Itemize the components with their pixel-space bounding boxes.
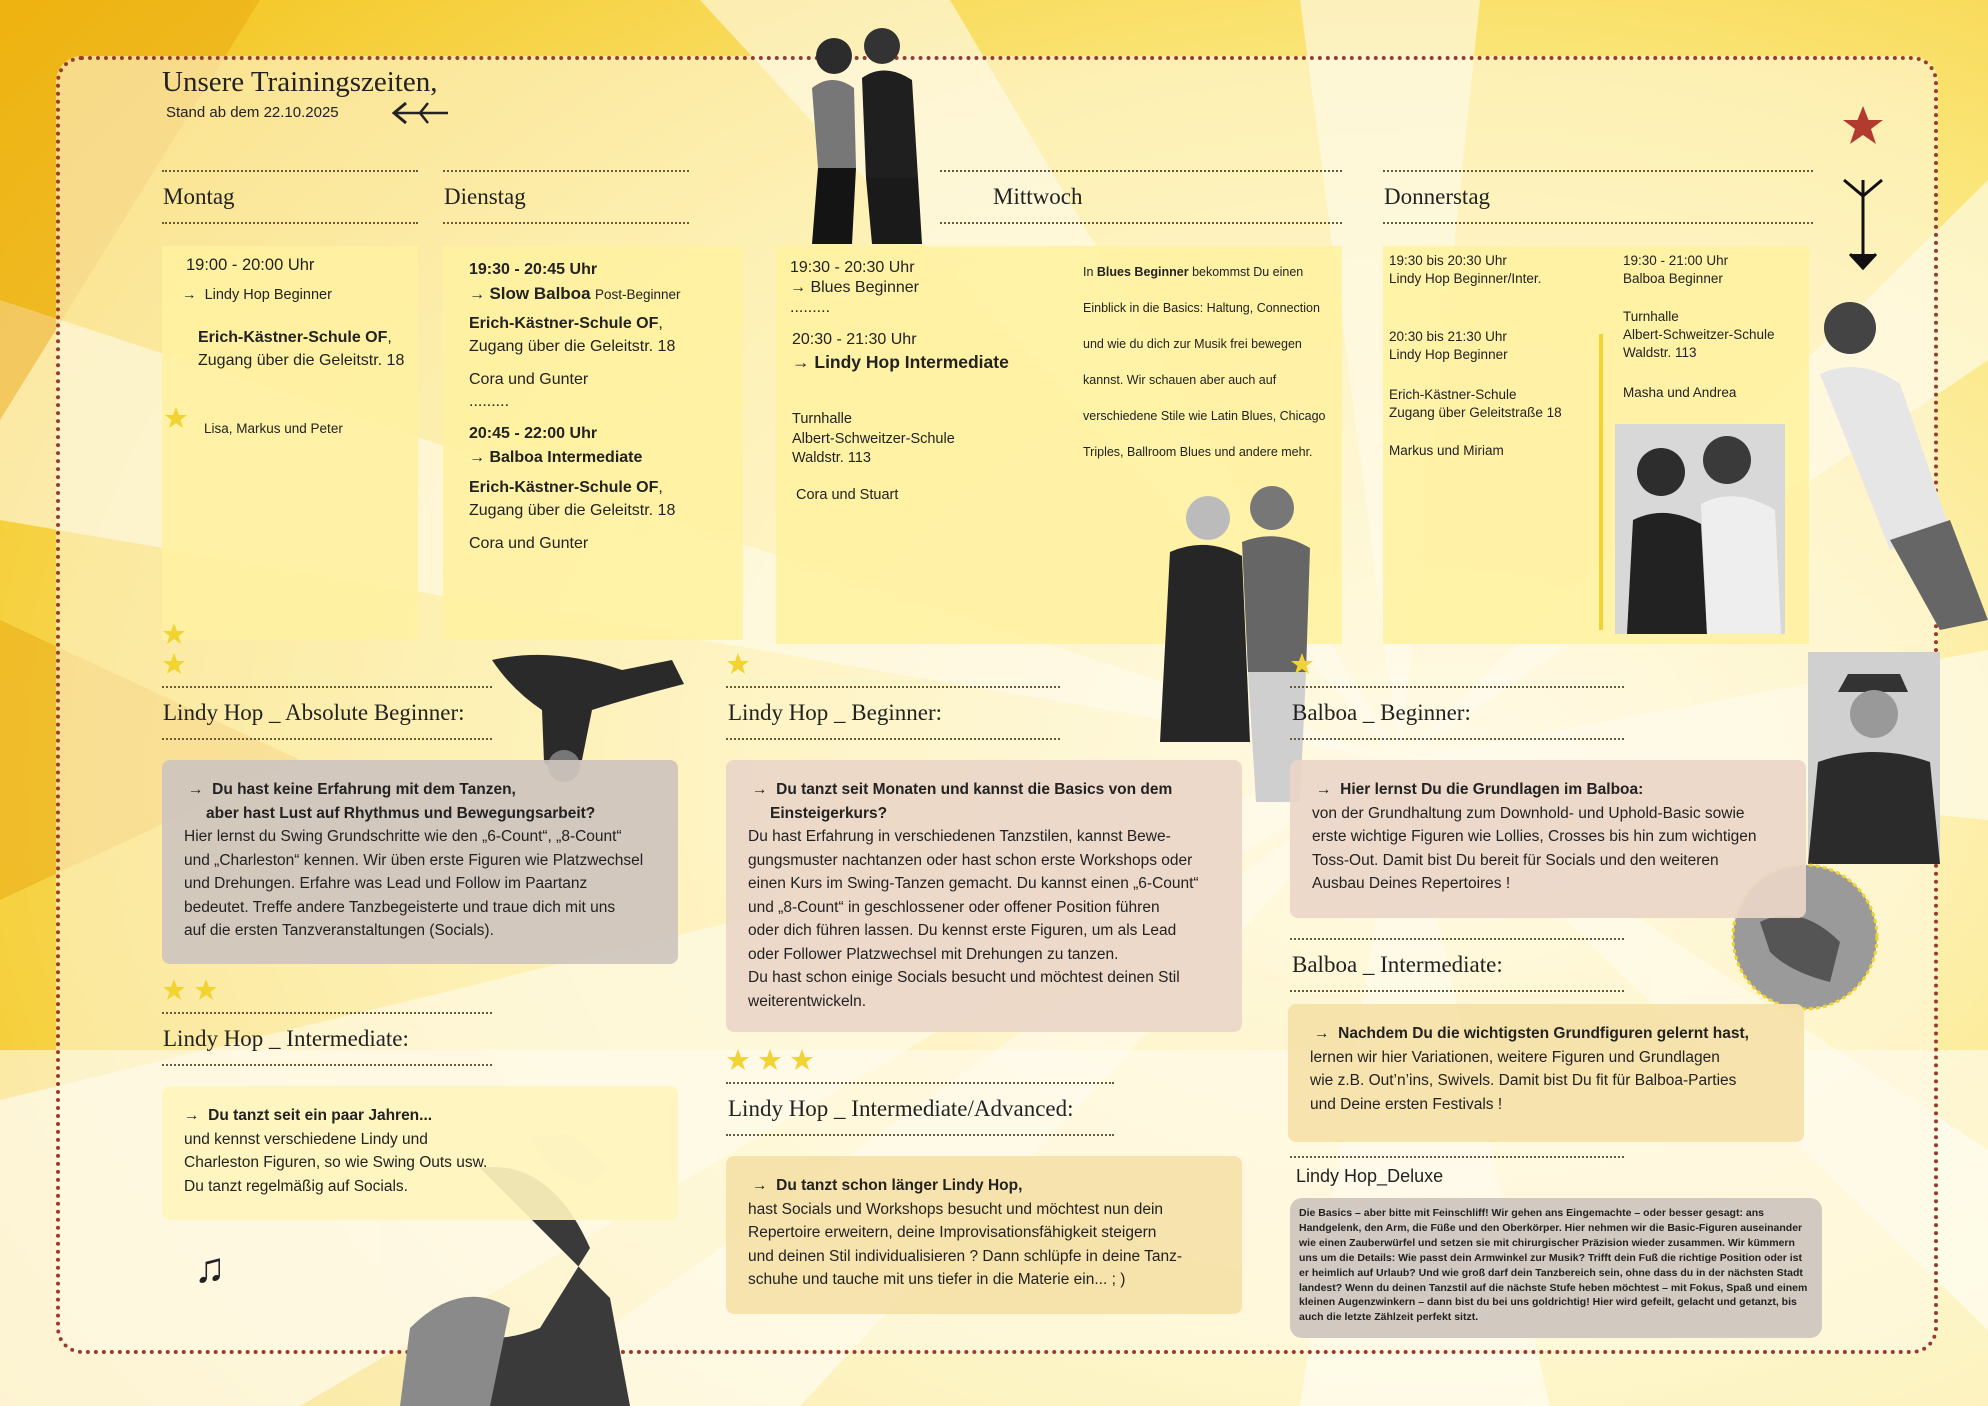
star-icon: [758, 1048, 782, 1072]
montag-teachers: Lisa, Markus und Peter: [204, 421, 343, 436]
arrow-icon: →: [469, 449, 485, 466]
section-title-absolute-beginner: Lindy Hop _ Absolute Beginner:: [163, 700, 465, 725]
dienstag-teachers2: Cora und Gunter: [469, 535, 589, 552]
lh-beginner-box: → Du tanzt seit Monaten und kannst die Basics von dem Einsteigerkurs? Du hast Erfahrung in verschiedenen Tanzstilen, kannst Bewe- gungsmuster nachtanzen oder hast schon erste Workshops oder einen Kurs im Swing-Tanzen gemacht. Du kannst einen „6-Count“ und „8-Count“ in geschlossener oder offener Position führen oder dich führen lassen. Du kennst erste Figuren, um als Lead oder Follower Platzwechsel mit Drehungen zu tanzen. Du hast schon einige Socials besucht und möchtest deinen Stil weiterentwickeln.: [726, 760, 1242, 1032]
montag-course-row: [182, 286, 332, 306]
dienstag-course1-row: [469, 282, 681, 307]
mittwoch-teachers: Cora und Stuart: [796, 487, 899, 503]
dienstag-sep: .........: [469, 393, 510, 410]
mittwoch-time2: 20:30 - 21:30 Uhr: [792, 331, 917, 348]
day-montag: Montag: [163, 184, 235, 209]
music-note-icon: ♫: [194, 1244, 226, 1291]
arrow-icon: →: [184, 1107, 200, 1124]
red-star-icon: [1840, 104, 1886, 148]
donnerstag-right: 19:30 - 21:00 Uhr Balboa Beginner: [1623, 253, 1729, 287]
star-icon: [164, 406, 188, 430]
day-dienstag: Dienstag: [444, 184, 526, 209]
lh-advanced-box: → Du tanzt schon länger Lindy Hop, hast Socials und Workshops besucht und möchtest nun dein Repertoire erweitern, deine Improvisationsfähigkeit steigern und deinen Stil individualisieren ? Dann schlüpfe in deine Tanz- schuhe und tauche mit uns tiefer in die Materie ein... ; ): [726, 1156, 1242, 1314]
arrow-icon: →: [792, 352, 810, 372]
day-mittwoch: Mittwoch: [993, 184, 1083, 209]
mittwoch-blues-info: In Blues Beginner bekommst Du einen Einblick in die Basics: Haltung, Connection und wie du dich zur Musik frei bewegen kannst. Wir schauen aber auch auf verschiedene Stile wie Latin Blues, Chicago Triples, Ballroom Blues und andere mehr.: [1083, 265, 1326, 459]
arrow-icon: →: [752, 1177, 768, 1194]
section-title-lh-beginner: Lindy Hop _ Beginner:: [728, 700, 942, 725]
section-title-lh-intermediate: Lindy Hop _ Intermediate:: [163, 1026, 409, 1051]
mittwoch-course1-row: → Blues Beginner: [790, 279, 919, 296]
dienstag-teachers1: Cora und Gunter: [469, 371, 589, 388]
dienstag-course2-row: [469, 446, 642, 469]
dancing-couple-photo: [782, 8, 942, 244]
arrow-icon: →: [469, 286, 485, 303]
couple-photo: [1130, 472, 1330, 802]
stand-date: Stand ab dem 22.10.2025: [166, 104, 339, 121]
page-title: Unsere Trainingszeiten,: [162, 66, 438, 98]
star-icon: [726, 652, 750, 676]
star-icon: [162, 622, 186, 646]
man-hat-photo: [1808, 652, 1940, 864]
dienstag-course1-level: Post-Beginner: [594, 287, 681, 302]
donnerstag-left: 19:30 bis 20:30 Uhr Lindy Hop Beginner/Inter.: [1389, 253, 1542, 287]
arrow-icon: →: [182, 287, 197, 303]
star-icon: [726, 1048, 750, 1072]
star-icon: [162, 978, 186, 1002]
dienstag-course2: Balboa Intermediate: [489, 449, 643, 466]
star-icon: [790, 1048, 814, 1072]
montag-course: Lindy Hop Beginner: [204, 287, 332, 303]
star-icon: [194, 978, 218, 1002]
montag-place: Erich-Kästner-Schule OF, Zugang über die Geleitstr. 18: [198, 329, 405, 370]
arrow-icon: →: [790, 279, 806, 296]
mittwoch-time1: 19:30 - 20:30 Uhr: [790, 259, 915, 276]
dienstag-time2: 20:45 - 22:00 Uhr: [469, 425, 598, 442]
dancer-man-photo: [1800, 290, 1988, 630]
absolute-beginner-box: → Du hast keine Erfahrung mit dem Tanzen, aber hast Lust auf Rhythmus und Bewegungsarbeit? Hier lernst du Swing Grundschritte wie den „6-Count“, „8-Count“ und „Charleston“ kennen. Wir üben erste Figuren wie Platzwechsel und Drehungen. Erfahre was Lead und Follow im Paartanz bedeutet. Treffe andere Tanzbegeisterte und traue dich mit uns auf die ersten Tanzveranstaltungen (Socials).: [162, 760, 678, 964]
dienstag-card: [443, 246, 743, 640]
section-title-lh-advanced: Lindy Hop _ Intermediate/Advanced:: [728, 1096, 1074, 1121]
donnerstag-right-teachers: Masha und Andrea: [1623, 385, 1737, 400]
donnerstag-left-teachers: Markus und Miriam: [1389, 443, 1504, 458]
lh-deluxe-box: Die Basics – aber bitte mit Feinschliff! Wir gehen ans Eingemachte – oder besser gesagt: ans Handgelenk, den Arm, die Füße und den Oberkörper. Hier nehmen wir die Basic-Figuren auseinander wie einen Zauberwürfel und setzen sie mit chirurgischer Präzision wieder zusammen. Wir kümmern uns um die Details: Wie passt dein Armwinkel zur Musik? Trifft dein Fuß die richtige Position oder ist er heimlich auf Urlaub? Und wie groß darf dein Tanzbereich sein, ohne dass du in der nächsten Stadt landest? Wenn du deinen Tanzstil auf die nächste Stufe heben möchtest – mit Fokus, Spaß und einem kleinen Augenzwinkern – dann bist du bei uns goldrichtig! Hier wird gefeilt, gelacht und getanzt, bis auch die letzte Zählzeit perfekt sitzt.: [1290, 1198, 1822, 1338]
day-donnerstag: Donnerstag: [1384, 184, 1491, 209]
dienstag-place2: Erich-Kästner-Schule OF, Zugang über die Geleitstr. 18: [469, 479, 676, 520]
mittwoch-course2: Lindy Hop Intermediate: [814, 352, 1009, 372]
lh-intermediate-box: → Du tanzt seit ein paar Jahren... und kennst verschiedene Lindy und Charleston Figuren, so wie Swing Outs usw. Du tanzt regelmäßig auf Socials.: [162, 1086, 678, 1220]
arrow-icon: →: [1316, 781, 1332, 798]
couple-photo-2: [1615, 424, 1785, 634]
section-title-lh-deluxe: Lindy Hop_Deluxe: [1296, 1166, 1444, 1186]
dienstag-time1: 19:30 - 20:45 Uhr: [469, 261, 598, 278]
arrow-icon: →: [752, 781, 768, 798]
arrow-down-icon: [1840, 176, 1886, 276]
dienstag-place1: Erich-Kästner-Schule OF, Zugang über die Geleitstr. 18: [469, 315, 676, 356]
donnerstag-card: 19:30 bis 20:30 Uhr Lindy Hop Beginner/Inter. 20:30 bis 21:30 Uhr Lindy Hop Beginner Erich-Kästner-Schule Zugang über Geleitstraße 18 Markus und Miriam 19:30 - 21:00 Uhr Balboa Beginner Turnhalle Albert-Schweitzer-Schule Waldstr. 113 Masha und Andrea: [1383, 246, 1809, 644]
arrow-icon: →: [188, 781, 204, 798]
mittwoch-place: Turnhalle Albert-Schweitzer-Schule Waldstr. 113: [792, 411, 955, 467]
mittwoch-course2-row: [792, 350, 1009, 375]
star-icon: [1290, 652, 1314, 676]
star-icon: [162, 652, 186, 676]
section-title-balboa-beginner: Balboa _ Beginner:: [1292, 700, 1471, 725]
montag-card: [162, 246, 418, 640]
montag-time: 19:00 - 20:00 Uhr: [186, 256, 315, 274]
balboa-intermediate-box: → Nachdem Du die wichtigsten Grundfiguren gelernt hast, lernen wir hier Variationen, weitere Figuren und Grundlagen wie z.B. Out’n’ins, Swivels. Damit bist Du fit für Balboa-Parties und Deine ersten Festivals !: [1288, 1004, 1804, 1142]
section-title-balboa-intermediate: Balboa _ Intermediate:: [1292, 952, 1503, 977]
feather-arrow-icon: [392, 98, 450, 128]
dienstag-course1: Slow Balboa: [489, 284, 591, 303]
arrow-icon: →: [1314, 1025, 1330, 1042]
balboa-beginner-box: → Hier lernst Du die Grundlagen im Balboa: von der Grundhaltung zum Downhold- und Uphold-Basic sowie erste wichtige Figuren wie Lollies, Crosses bis hin zum wichtigen Toss-Out. Damit bist Du bereit für Socials und den weiteren Ausbau Deines Repertoires !: [1290, 760, 1806, 918]
mittwoch-sep: .........: [790, 299, 831, 316]
